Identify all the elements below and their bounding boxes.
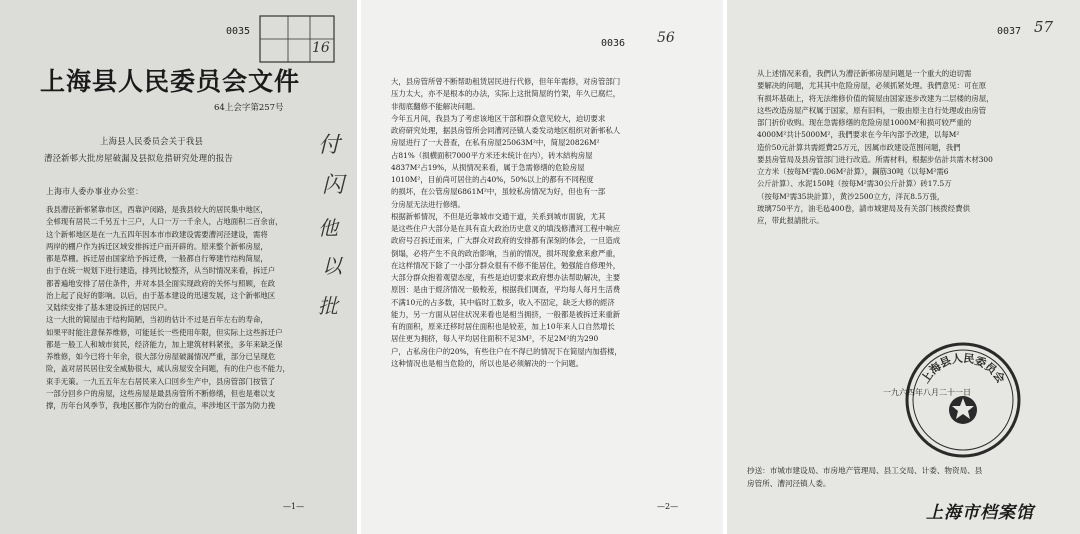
body-text-line: 造价50元計算共需經費25万元，因属市政建设范围问题，我們: [757, 142, 961, 152]
body-text-line: 房屋进行了一大普查，在私有房屋25063M²中，简屋20826M²: [391, 138, 600, 148]
archive-stamp-number: 0037: [997, 26, 1022, 37]
handwritten-note: 批: [318, 294, 338, 318]
body-text-line: 应，带此报請批示。: [757, 216, 824, 225]
body-text-line: 倒塌，必将产生不良的政治影响，当前的情况，损坏现象愈来愈严重，: [391, 248, 621, 258]
body-text-line: 从上述情况来看，我們认为漕泾新邨房屋问题是一个重大的迫切需: [757, 69, 972, 78]
document-body-page-3: [757, 68, 994, 227]
report-subtitle-line-1: 上海县人民委员会关于我县: [100, 136, 204, 146]
body-text-line: 占81%（损横面积7000平方米还未统计在内），砖木結构房屋: [391, 150, 593, 160]
handwritten-note: 付: [318, 133, 341, 158]
body-text-line: 1010M²，目前尚可居住的占40%，50%以上的都有不同程度: [391, 175, 594, 184]
body-text-line: 我县漕泾新邨紧靠市区，西靠沪闵路，是我县较大的居民集中地区，: [46, 205, 268, 214]
document-body-page-1: [46, 204, 290, 412]
body-text-line: 根据新邨情况，不但是近靠城市交通干道，关系到城市面貌，尤其: [391, 211, 606, 221]
body-text-line: 这一大批的简屋由于结构简陋，当初的估计不过是百年左右的寿命，: [46, 315, 268, 325]
document-page-1: [0, 0, 357, 534]
cc-line: 抄送：市城市建设局、市房地产管理局、县工交局、计委、物资局、县: [747, 466, 983, 475]
body-text-line: 这个新邨地区是在一九五四年因本市市政建设需要漕河泾建设，需将: [46, 229, 268, 239]
archive-stamp-number: 0035: [226, 26, 251, 37]
document-date: 一九六四年八月二十一日: [883, 388, 971, 397]
page-number: —2—: [657, 502, 679, 511]
cc-line: 房管所、漕河泾镇人委。: [747, 479, 831, 488]
body-text-line: 撑，历年台风季节，我地区都作为防台的重点，率涉地区干部为防力挽: [46, 401, 276, 410]
body-text-line: 户，占私房住户的20%，有些住户在不得已的情况下在简屋内加搭楼，: [391, 346, 622, 356]
body-text-line: 公斤計算）、水泥150吨（按每M²需30公斤計算）砖17.5万: [757, 179, 952, 189]
body-text-line: 在这样情况下除了一小部分群众很有不修不能居住，勉强能自修理外，: [391, 260, 621, 270]
document-page-2: [361, 0, 723, 534]
body-text-line: 是这些住户大部分是在具有直大政治历史意义的填浅修漕河工程中响应: [391, 224, 621, 233]
body-text-line: 大部分群众抱着观望态度，有些是迫切要求政府想办法帮助解决，主要: [391, 273, 621, 282]
body-text-line: 政府研究处理，据县房管所会同漕河泾镇人委发动地区组织对新邨私人: [391, 126, 621, 135]
body-text-line: 要县房管局及县房管部门进行改造。所需材料，根据步估計共需木材300: [757, 154, 993, 164]
body-text-line: （按每M²需35块計算），黄沙2500立方，洋瓦8.5万張，: [757, 191, 945, 201]
body-text-line: 今年五月间，我县为了考虑该地区干部和群众意见较大，迫切要求: [391, 113, 606, 123]
svg-text:上海县人民委员会: 上海县人民委员会: [918, 351, 1008, 386]
body-text-line: 都是草棚。拆迁居由国家给予拆迁费，一般都自行筹建竹结构简屋，: [46, 254, 268, 263]
document-body-page-2: [391, 76, 622, 370]
body-text-line: 原因：是由于經济情况一般較差，根据我们调查，平均每人每月生活费: [391, 285, 621, 295]
body-text-line: 压力太大，亦不是根本的办法，实际上这批简屋的竹架，年久已腐烂，: [391, 89, 621, 99]
body-text-line: 要解决的问题，尤其其中危险房屋，必须抓紧处理。我們意见：可在原: [757, 81, 987, 91]
body-text-line: 养维修，如今已将十年余，很大部分房屋破漏情况严重，部分已呈现危: [46, 352, 276, 361]
salutation: 上海市人委办事业办公室：: [46, 187, 144, 196]
archive-watermark: 上海市档案馆: [926, 503, 1034, 523]
handwritten-note: 16: [312, 40, 330, 56]
body-text-line: 部门折价收购。现在急需修缮的危险房屋1000M²和损可较严重的: [757, 118, 972, 127]
body-text-line: 这些改造房屋产权属于国家，原有旧料，一般由原主自行处理或由房管: [757, 105, 987, 115]
body-text-line: 如果平时能注意保养维修，可能延长一些使用年限，但实际上这些拆迁户: [46, 327, 283, 337]
body-text-line: 束手无策。一九五五年左右居民来入口回乡生产中，县房管部门按管了: [46, 376, 276, 386]
body-text-line: 全邨现有居民二千另五十三户，人口一万一千余人，占地面积二百余亩，: [46, 217, 283, 227]
body-text-line: 4000M²共计5000M²，我們要求在今年內部予改建，以每M²: [757, 130, 960, 140]
body-text-line: 居住更为拥挤，每人平均居住面积不足3M²，不足2M²的为290: [391, 334, 599, 344]
handwritten-note: 56: [657, 30, 675, 46]
body-text-line: 都普遍地安排了居住条件，并对本县全面实现政府的关怀与照顾，在政: [46, 278, 276, 288]
body-text-line: 分房屋无法进行修缮。: [391, 199, 465, 209]
body-text-line: 两岸的棚户作为拆迁区域安排拆迁户而开辟的。原来整个新邨房屋，: [46, 241, 268, 251]
cc-recipients: [747, 464, 982, 490]
body-text-line: 这种情况也是相当危险的，所以也是必须解决的一个问题。: [391, 358, 584, 368]
body-text-line: 有损坏基础上，将无法维修价值的简屋由国家逐步改建为二层楼的房屋，: [757, 93, 994, 103]
body-text-line: 政府号召拆迁而来，广大群众对政府的安排都有深刻的体会，一旦造成: [391, 236, 621, 246]
body-text-line: 玻璃750平方，油毛毡400卷，請市城建局及有关部门核拨经費供: [757, 203, 970, 213]
body-text-line: 都是一般工人和城市贫民，经济能力，加上建筑材料紧张，多年来缺乏保: [46, 339, 283, 349]
document-page-3: [727, 0, 1080, 534]
body-text-line: 非彻底翻修不能解决问题。: [391, 101, 480, 111]
body-text-line: 4837M²占19%，从损情况来看，属于急需修缮的危险房屋: [391, 162, 585, 172]
handwritten-note: 他: [318, 216, 338, 240]
handwritten-note: 57: [1034, 18, 1054, 36]
body-text-line: 又陆续安排了基本建设拆迁的居民户。: [46, 303, 172, 312]
body-text-line: 大，县房管所曾不断帮助租赁居民进行代修，但年年需修，对房管部门: [391, 77, 621, 86]
body-text-line: 的损坏，在公管房屋6861M²中，虽较私房情况为好，但也有一部: [391, 187, 606, 197]
body-text-line: 险，盖对居民居住安全威胁很大，咸认房屋安全问题，有的住户也不能力，: [46, 364, 290, 374]
official-seal-icon: [903, 340, 1023, 460]
body-text-line: 立方米（按每M²需0.06M²計算），鋼筋30吨（以每M²需6: [757, 167, 949, 176]
body-text-line: 有的面积，原来迁移时居住面积也是较差，加上10年来人口自然增长: [391, 322, 615, 331]
body-text-line: 能力，另一方面从居住状况来看也是相当拥挤，一般都是被拆迁来重新: [391, 309, 621, 319]
body-text-line: 一部分回乡户的房屋，这些房屋是最县房管所不断修缮，但也是难以支: [46, 388, 276, 398]
page-number: —1—: [283, 502, 305, 511]
archive-stamp-number: 0036: [601, 38, 626, 49]
body-text-line: 治上起了良好的影响。以后，由于基本建设的迅速发展，这个新邨地区: [46, 290, 276, 300]
handwritten-note: 闪: [322, 173, 345, 198]
document-title: 上海县人民委员会文件: [40, 67, 301, 96]
body-text-line: 由于在统一规划下进行建造，排列比较整齐，从当时情况来看，拆迁户: [46, 266, 276, 276]
document-number: 64上会字第257号: [214, 103, 284, 113]
report-subtitle-line-2: 漕泾新邨大批房屋破漏及县拟危措研究处理的报告: [44, 153, 234, 163]
body-text-line: 不满10元的占多数，其中临时工数多，收入不固定，缺乏大修的經济: [391, 297, 615, 307]
handwritten-note: 以: [322, 254, 342, 278]
